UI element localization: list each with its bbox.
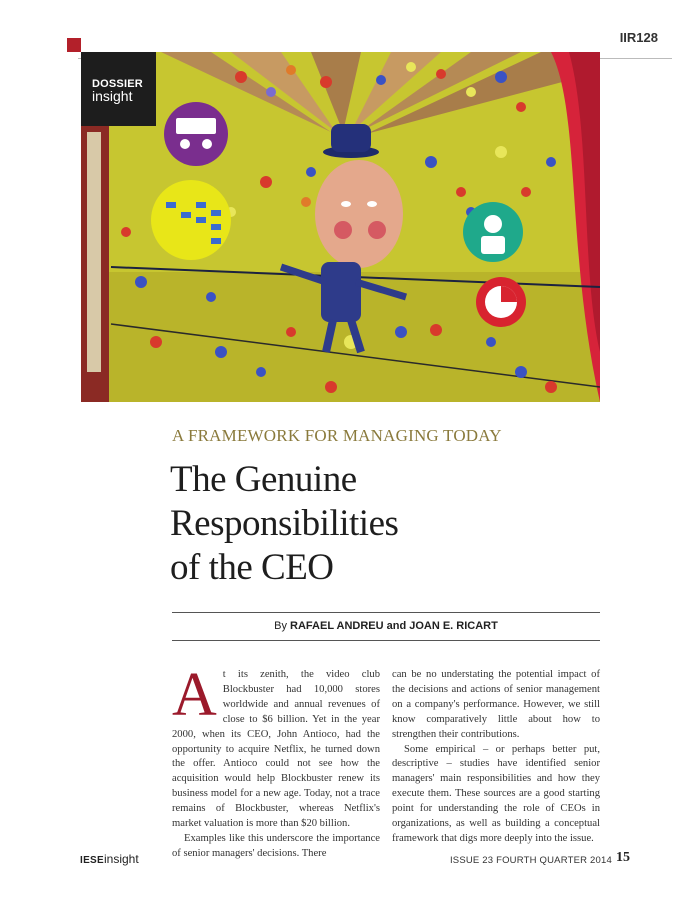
byline-authors: RAFAEL ANDREU and JOAN E. RICART (290, 620, 498, 632)
byline-rule-bottom (172, 640, 600, 641)
badge-line-1: DOSSIER (92, 78, 143, 90)
badge-line-2: insight (92, 88, 133, 104)
illustration-ceo-tightrope (81, 52, 600, 402)
page-number: 15 (616, 850, 630, 865)
drop-cap: A (172, 661, 217, 729)
paragraph-1 (172, 661, 380, 832)
footer-brand-light: insight (104, 852, 139, 866)
dossier-insight-badge (81, 52, 156, 126)
title-line-3: of the CEO (170, 547, 334, 588)
footer-issue: ISSUE 23 FOURTH QUARTER 2014 (449, 855, 612, 866)
title-line-1: The Genuine (170, 459, 357, 500)
article-kicker: A FRAMEWORK FOR MANAGING TODAY (172, 426, 502, 445)
footer-brand-bold: IESE (80, 855, 104, 866)
paragraph-1-text: t its zenith, the video club Blockbuster had 10,000 stores worldwide and annual revenues of close to $6 billion. Yet in the year 2000, when its CEO, John Antioco, had the opportunity to acquire Netflix, he turned down the offer. Antioco could not see how the acquisition would help Blockbuster renew its business model for a new age. Today, not a trace remains of Blockbuster, whereas Netflix's market valuation is more than $20 billion. (172, 669, 380, 830)
title-line-2: Responsibilities (170, 503, 399, 544)
paragraph-3: can be no understating the potential impact of the decisions and actions of senior management on a company's performance. However, we still know comparatively little about how to strengthen their contributions. (392, 669, 600, 740)
body-column-2 (392, 668, 600, 847)
byline-prefix: By (274, 620, 287, 632)
paragraph-2: Examples like this underscore the importance of senior managers' decisions. There (172, 832, 380, 859)
byline-rule-top (172, 612, 600, 613)
body-column-1 (172, 661, 380, 862)
paragraph-4: Some empirical – or perhaps better put, descriptive – studies have identified senior managers' main responsibilities and how they execute them. These sources are a good starting point for understanding the role of CEOs in organizations, as well as building a conceptual framework that digs more deeply into the issue. (392, 743, 600, 844)
article-title (170, 458, 610, 590)
accent-square (67, 38, 81, 52)
byline (172, 620, 600, 632)
footer-brand (80, 852, 139, 866)
document-code: IIR128 (619, 30, 658, 45)
